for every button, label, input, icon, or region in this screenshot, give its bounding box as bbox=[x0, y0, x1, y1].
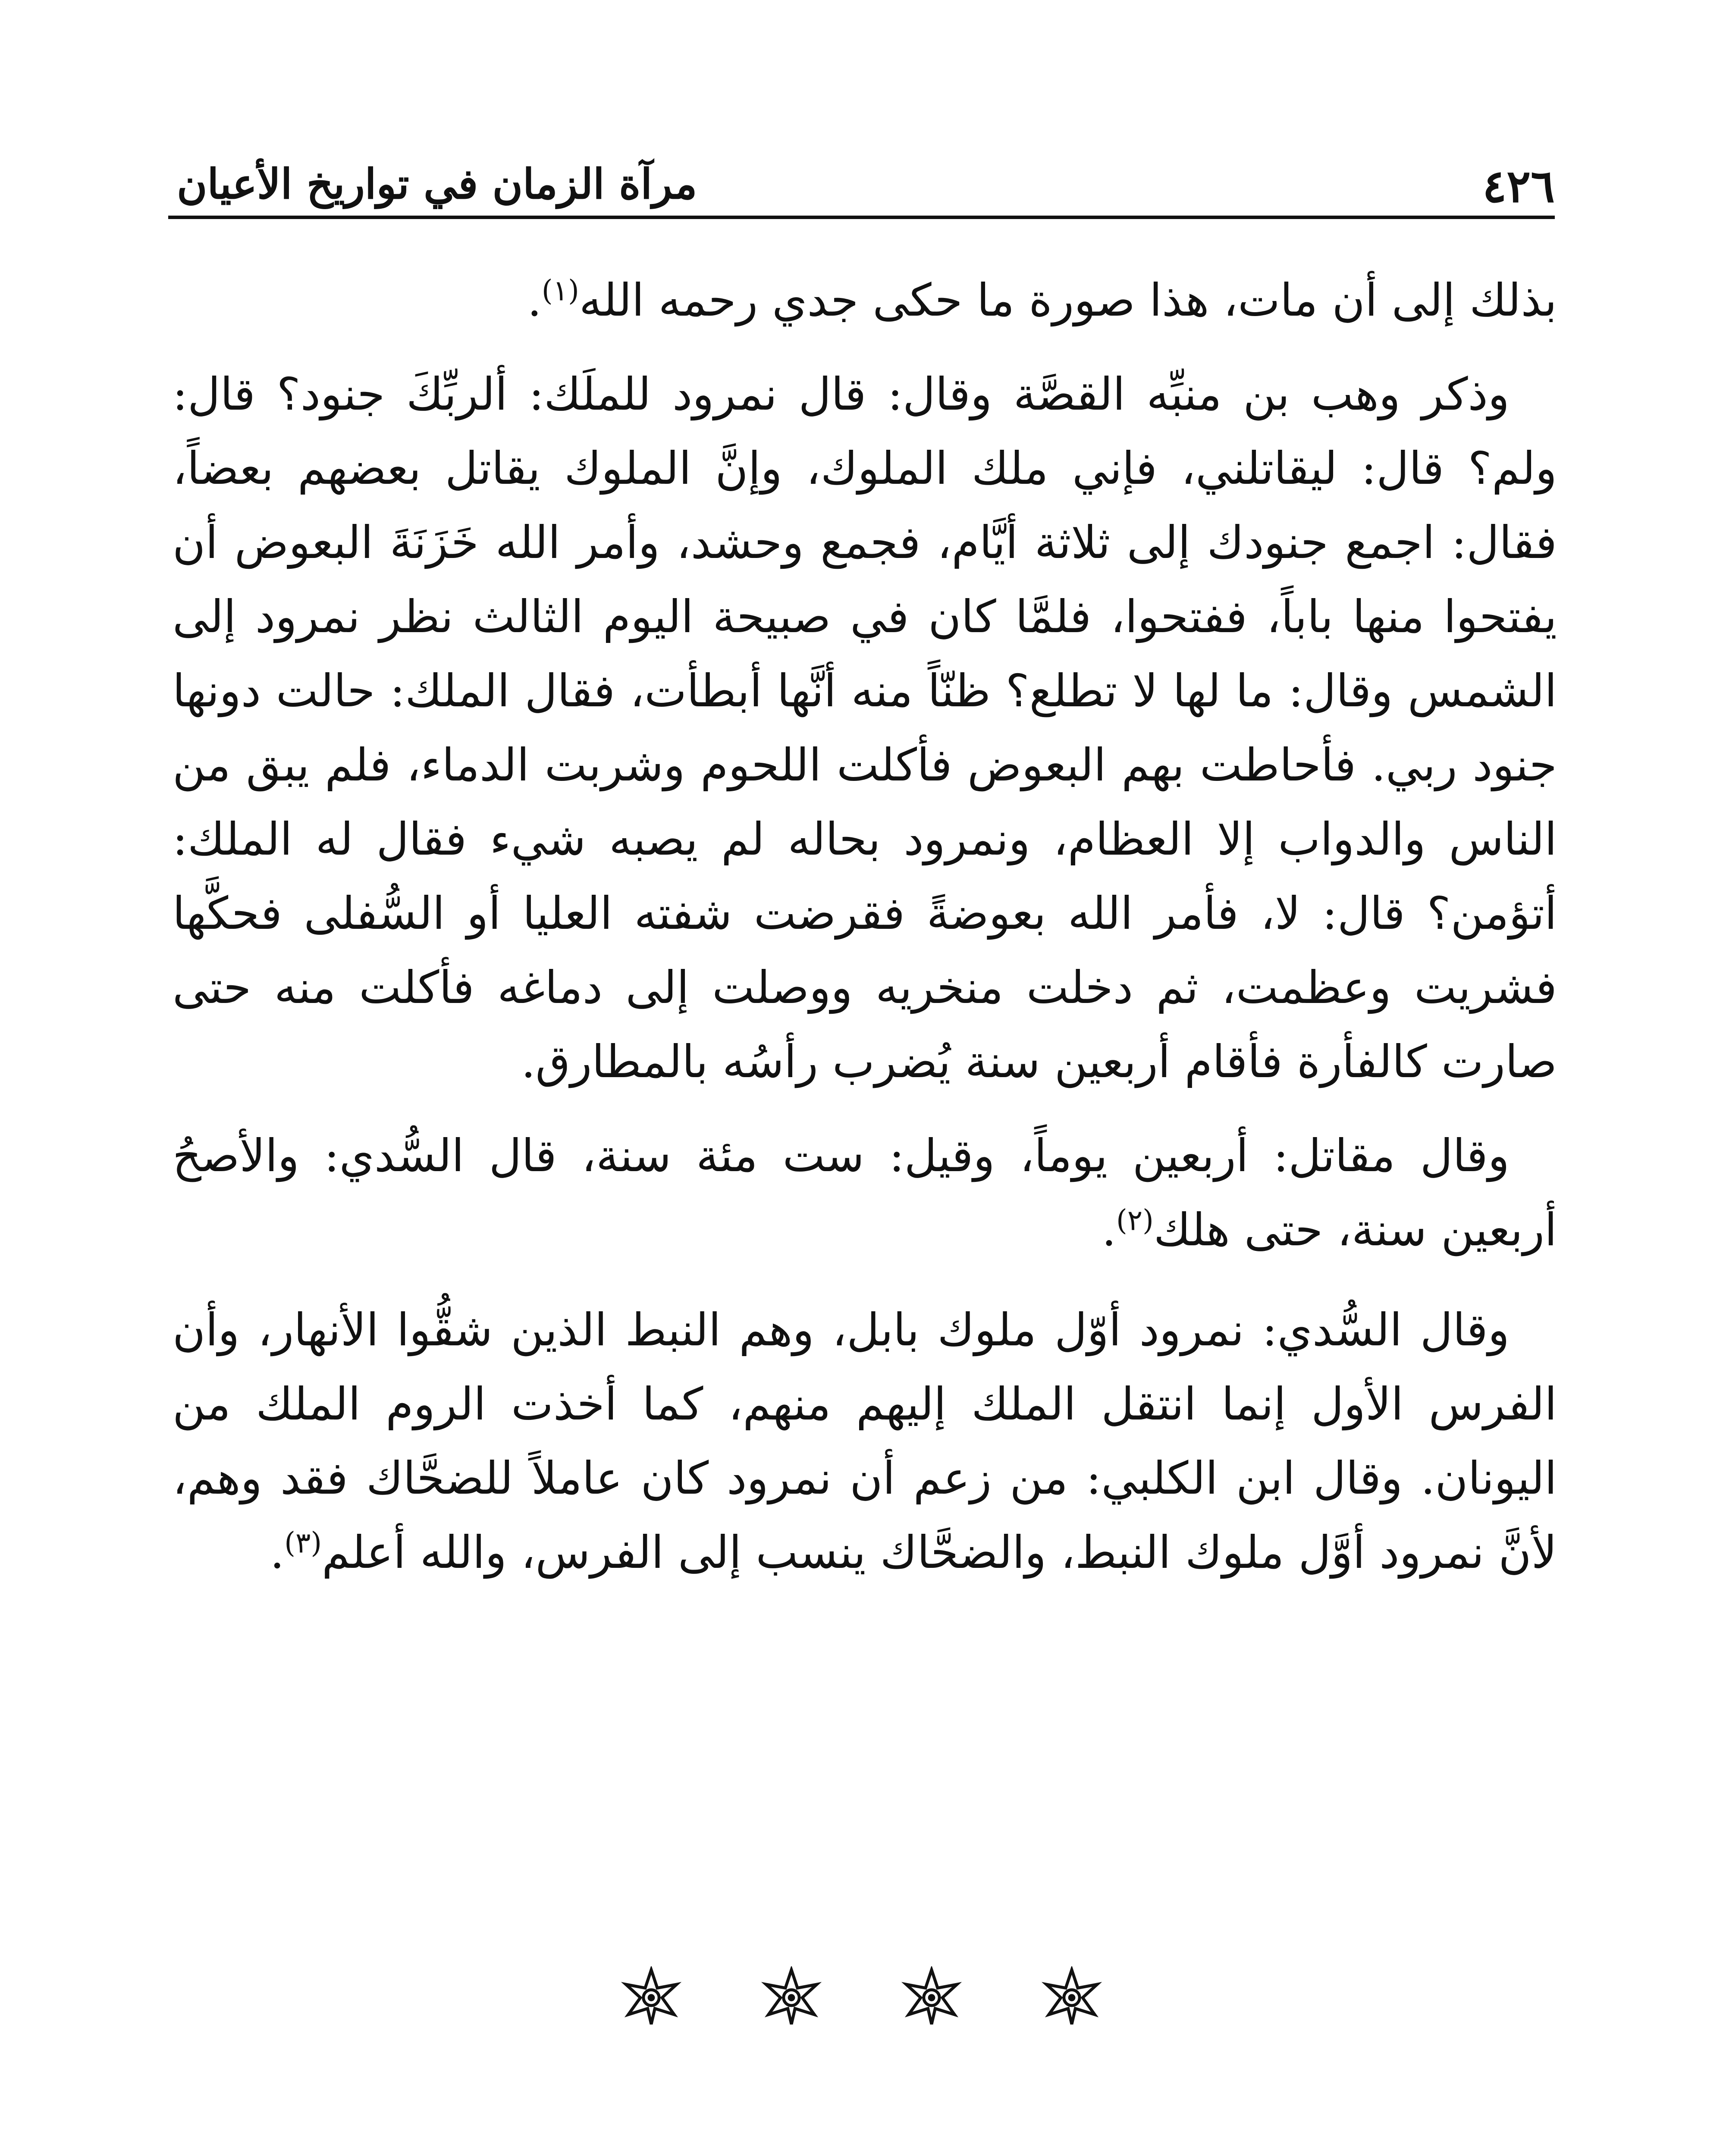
paragraph-text: وقال مقاتل: أربعين يوماً، وقيل: ست مئة سنة، قال السُّدي: والأصحُ أربعين سنة، حتى هلك bbox=[173, 1129, 1557, 1256]
paragraph-text: وذكر وهب بن منبِّه القصَّة وقال: قال نمرود للملَك: ألربِّكَ جنود؟ قال: ولم؟ قال: ليقاتلني، فإني ملك الملوك، وإنَّ الملوك يقاتل بعضهم بعضاً، فقال: اجمع جنودك إلى ثلاثة أيَّام، فجمع وحشد، وأمر الله خَزَنَةَ البعوض أن يفتحوا منها باباً، ففتحوا، فلمَّا كان في صبيحة اليوم الثالث نظر نمرود إلى الشمس وقال: ما لها لا تطلع؟ ظنّاً منه أنَّها أبطأت، فقال الملك: حالت دونها جنود ربي. فأحاطت بهم البعوض فأكلت اللحوم وشربت الدماء، فلم يبق من الناس والدواب إلا العظام، ونمرود بحاله لم يصبه شيء فقال له الملك: أتؤمن؟ قال: لا، فأمر الله بعوضةً فقرضت شفته العليا أو السُّفلى فحكَّها فشريت وعظمت، ثم دخلت منخريه ووصلت إلى دماغه فأكلت منه حتى صارت كالفأرة فأقام أربعين سنة يُضرب رأسُه بالمطارق. bbox=[173, 368, 1557, 1088]
paragraph-3 bbox=[173, 1119, 1557, 1267]
page-header bbox=[168, 147, 1555, 219]
footnote-ref: (٣) bbox=[284, 1526, 322, 1560]
paragraph-4 bbox=[173, 1293, 1557, 1589]
section-divider bbox=[0, 1966, 1723, 2035]
paragraph-text: بذلك إلى أن مات، هذا صورة ما حكى جدي رحمه الله bbox=[579, 274, 1557, 326]
footnote-ref: (١) bbox=[541, 274, 579, 307]
running-title: مرآة الزمان في تواريخ الأعيان bbox=[177, 160, 697, 208]
footnote-ref: (٢) bbox=[1116, 1203, 1154, 1237]
paragraph-end: . bbox=[527, 274, 542, 326]
paragraph-end: . bbox=[270, 1526, 285, 1579]
paragraph-2 bbox=[173, 357, 1557, 1099]
paragraph-text: وقال السُّدي: نمرود أوّل ملوك بابل، وهم النبط الذين شقُّوا الأنهار، وأن الفرس الأول إنما انتقل الملك إليهم منهم، كما أخذت الروم الملك من اليونان. وقال ابن الكلبي: من زعم أن نمرود كان عاملاً للضحَّاك فقد وهم، لأنَّ نمرود أوَّل ملوك النبط، والضحَّاك ينسب إلى الفرس، والله أعلم bbox=[173, 1304, 1557, 1579]
star-flower-icon bbox=[621, 1966, 681, 2027]
star-flower-icon bbox=[761, 1966, 822, 2027]
paragraph-1 bbox=[173, 263, 1557, 337]
page-number: ٤٢٦ bbox=[1482, 160, 1555, 213]
star-flower-icon bbox=[901, 1966, 962, 2027]
main-text bbox=[173, 263, 1557, 1609]
star-flower-icon bbox=[1042, 1966, 1102, 2027]
paragraph-end: . bbox=[1102, 1203, 1116, 1256]
